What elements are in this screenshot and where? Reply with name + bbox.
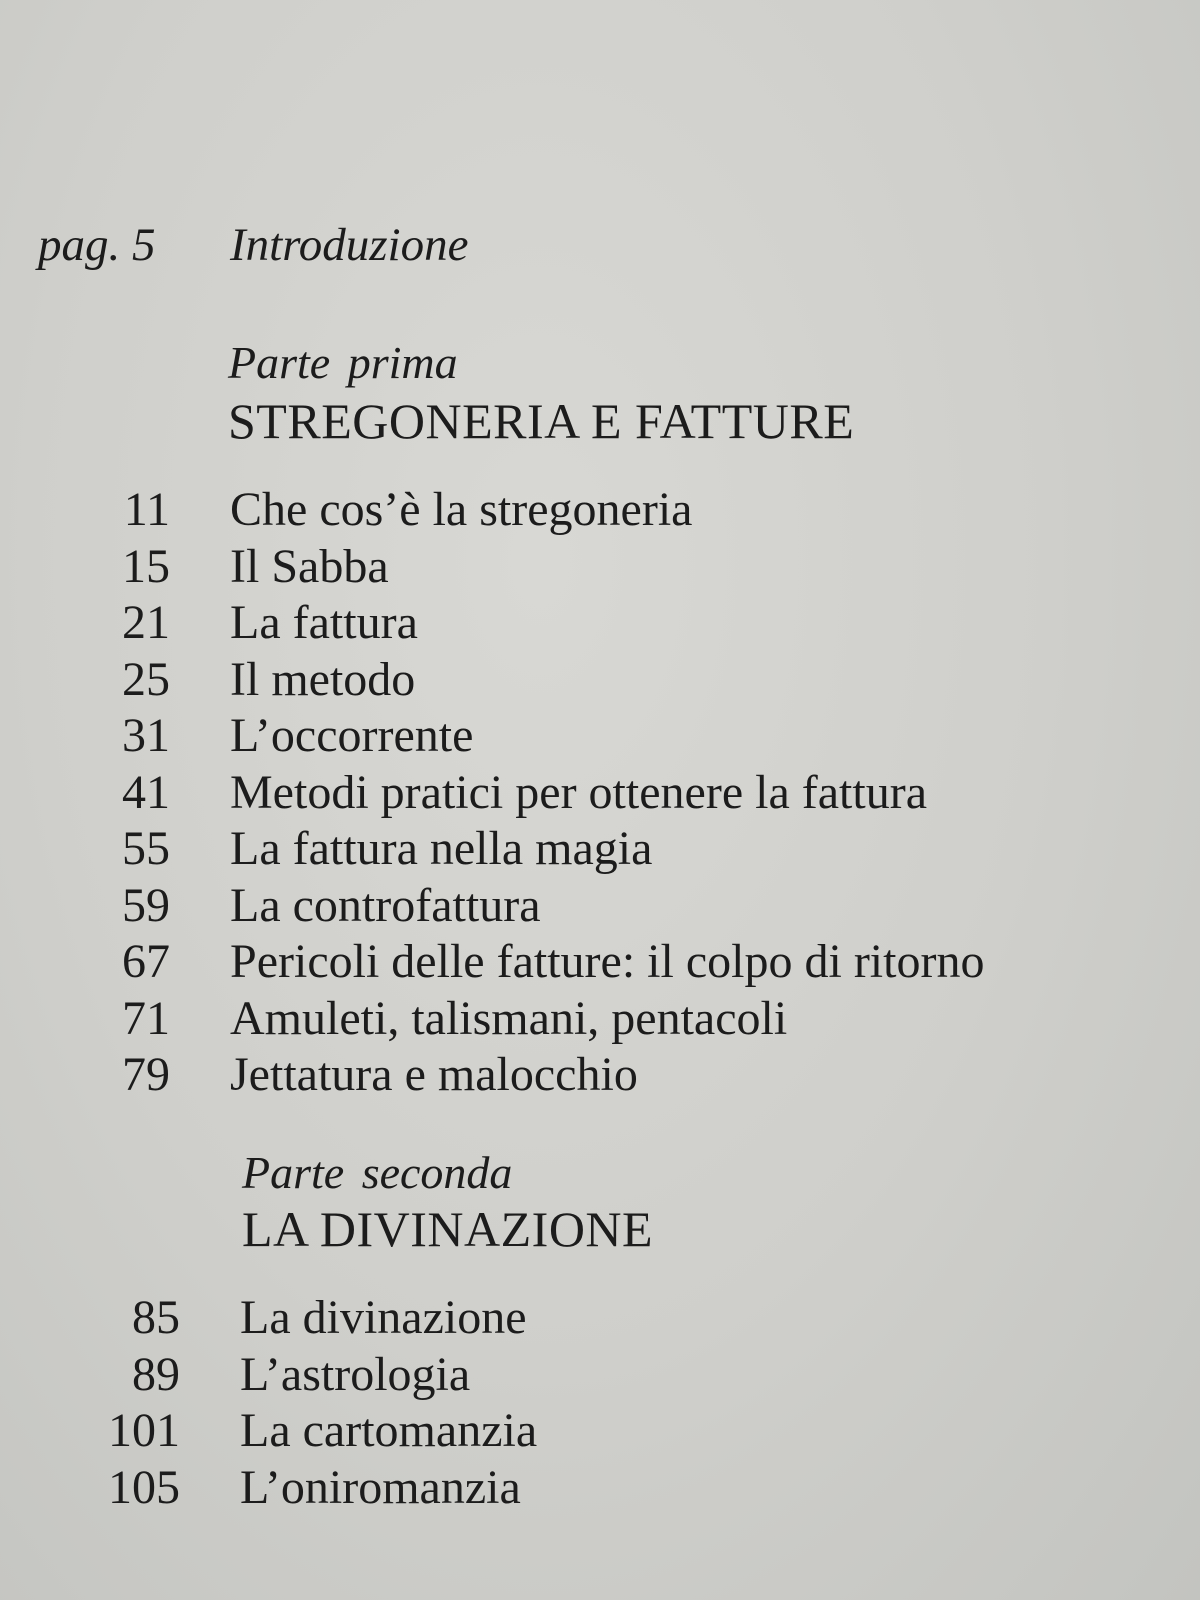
toc-page-number: 89 — [132, 1347, 180, 1401]
toc-page-number: 67 — [122, 935, 170, 988]
toc-page-number: 25 — [122, 652, 170, 706]
toc-chapter-title: Jettatura e malocchio — [230, 1048, 638, 1101]
toc-page-number: 11 — [123, 483, 170, 536]
toc-chapter-title: Metodi pratici per ottenere la fattura — [230, 765, 928, 819]
toc-chapter-title: Pericoli delle fatture: il colpo di ritorno — [230, 935, 985, 988]
toc-page-number: 101 — [108, 1404, 180, 1457]
toc-chapter-title: Il Sabba — [230, 539, 389, 593]
toc-page-number: 71 — [122, 991, 170, 1045]
toc-page-number: 55 — [122, 822, 170, 875]
toc-chapter-title: L’astrologia — [240, 1347, 471, 1401]
part1-label: Parte prima — [228, 337, 458, 388]
toc-intro-entry — [38, 218, 468, 272]
toc-page-number: 105 — [108, 1460, 180, 1514]
toc-chapter-title: La fattura nella magia — [230, 822, 653, 875]
toc-page-number: 15 — [122, 539, 170, 593]
toc-chapter-title: La controfattura — [230, 878, 541, 932]
toc-page-number: 31 — [122, 709, 170, 762]
toc-page-number: 79 — [122, 1048, 170, 1101]
toc-chapter-title: La fattura — [230, 596, 418, 649]
toc-page-number: 41 — [122, 765, 170, 819]
toc-chapter-title: La cartomanzia — [240, 1404, 538, 1457]
part1-title: STREGONERIA E FATTURE — [228, 393, 855, 449]
intro-page-label: pag. 5 — [38, 219, 156, 271]
toc-page-number: 85 — [132, 1291, 180, 1344]
toc-chapter-title: La divinazione — [240, 1291, 527, 1344]
toc-chapter-title: L’occorrente — [230, 709, 474, 762]
toc-page-number: 21 — [122, 596, 170, 649]
toc-chapter-title: Che cos’è la stregoneria — [230, 483, 693, 536]
toc-chapter-title: L’oniromanzia — [240, 1460, 521, 1514]
part2-title: LA DIVINAZIONE — [242, 1201, 654, 1257]
toc-chapter-title: Il metodo — [230, 652, 416, 706]
part2-label: Parte seconda — [242, 1147, 513, 1198]
toc-chapter-title: Amuleti, talismani, pentacoli — [230, 991, 788, 1045]
toc-page-number: 59 — [122, 878, 170, 932]
intro-title: Introduzione — [230, 219, 469, 271]
